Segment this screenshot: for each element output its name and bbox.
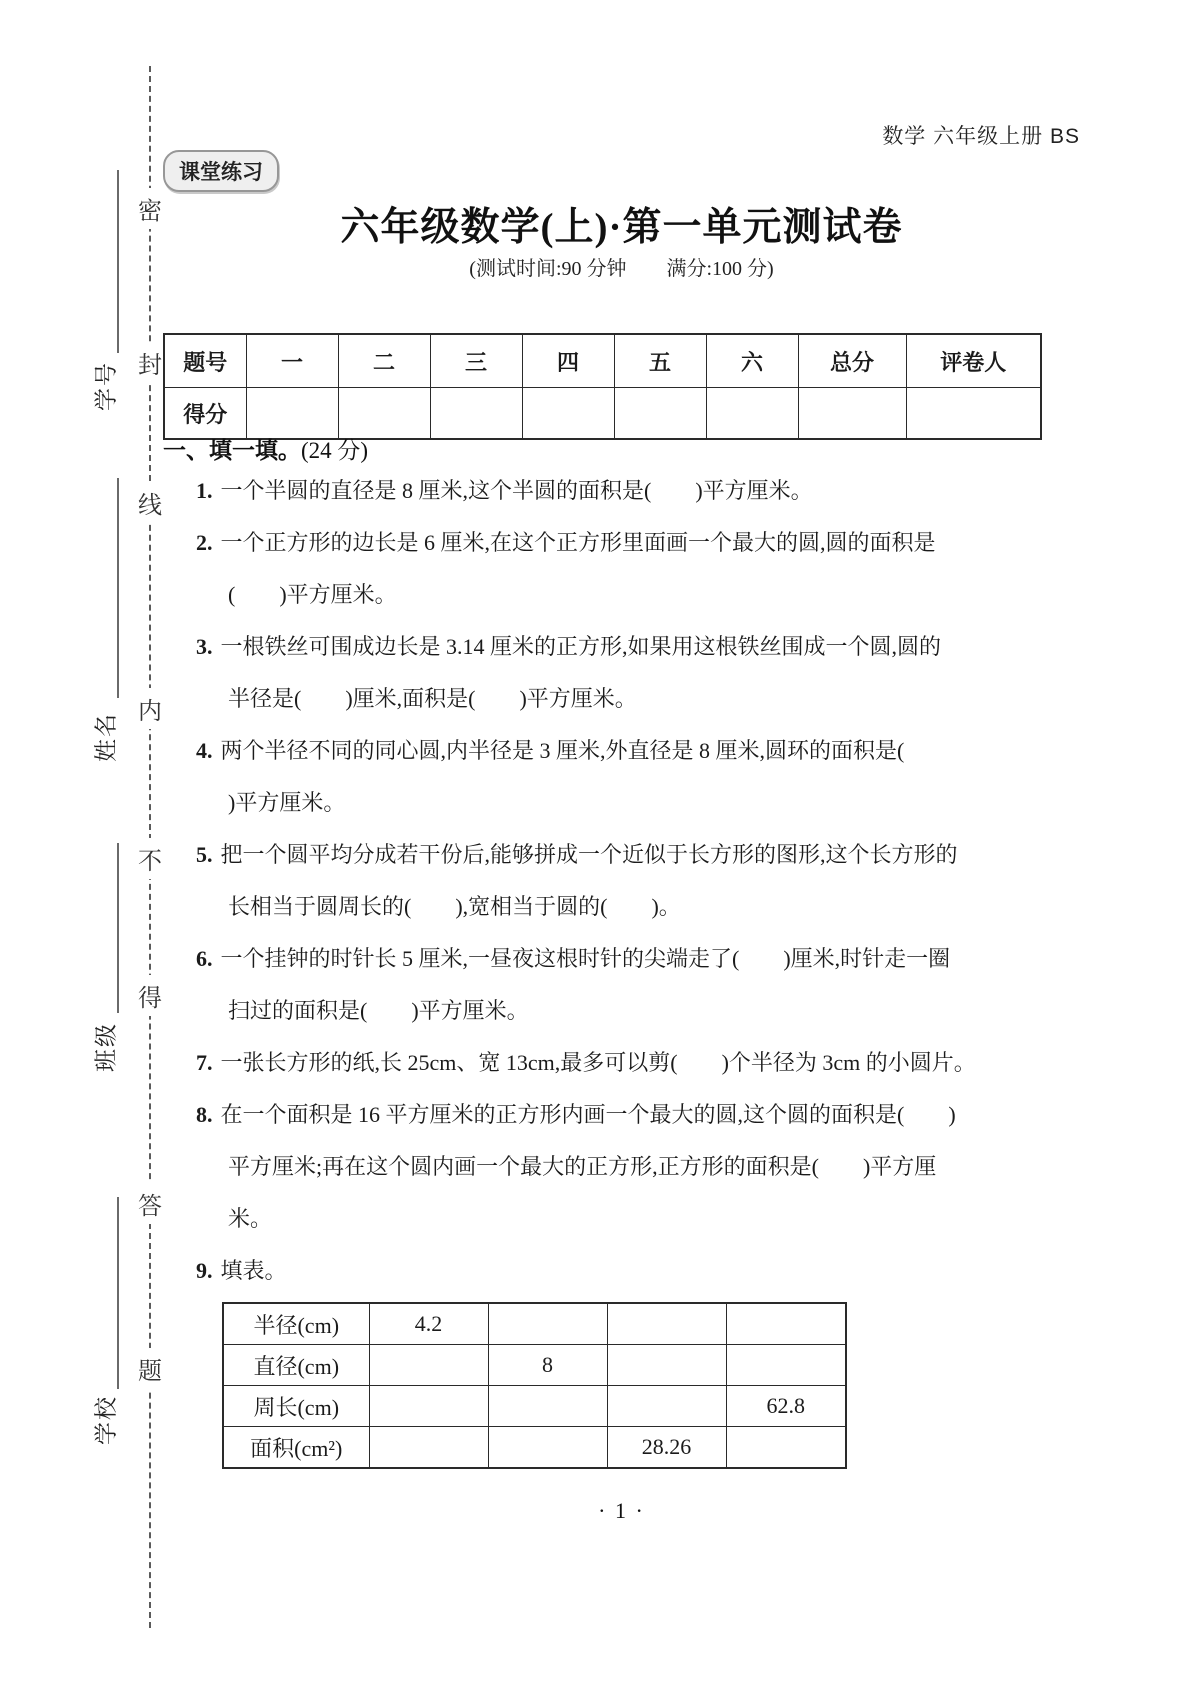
question-text: ( )平方厘米。: [228, 582, 397, 607]
question-text: 一个正方形的边长是 6 厘米,在这个正方形里面画一个最大的圆,圆的面积是: [220, 530, 936, 555]
question-number: 4.: [196, 738, 213, 763]
section-heading-label: 一、填一填。: [163, 437, 301, 463]
score-row-label: 得分: [164, 388, 246, 440]
score-cell: [906, 388, 1041, 440]
section-heading: [163, 432, 368, 465]
score-header-cell: 题号: [164, 334, 246, 388]
area-row: [223, 1427, 846, 1469]
question-text: 一个挂钟的时针长 5 厘米,一昼夜这根时针的尖端走了( )厘米,时针走一圈: [220, 946, 951, 971]
question-text: 填表。: [220, 1258, 287, 1283]
seal-char-de: 得: [137, 975, 163, 1016]
circumference-row: [223, 1386, 846, 1427]
table-cell: [369, 1386, 488, 1427]
table-cell: [488, 1427, 607, 1469]
question-number: 9.: [196, 1258, 213, 1283]
seal-char-feng: 封: [137, 342, 163, 383]
diameter-row: [223, 1345, 846, 1386]
row-label: 面积(cm²): [223, 1427, 369, 1469]
page-number: · 1 ·: [598, 1498, 645, 1523]
table-cell: [726, 1303, 846, 1345]
question-number: 3.: [196, 634, 213, 659]
question-text: 一个半圆的直径是 8 厘米,这个半圆的面积是( )平方厘米。: [220, 478, 813, 503]
table-cell: [488, 1303, 607, 1345]
seal-char-ti: 题: [137, 1348, 163, 1389]
question-7: [196, 1037, 1084, 1089]
seal-char-mi: 密: [137, 188, 163, 229]
school-write-line: [117, 1197, 119, 1389]
student-id-write-line: [117, 170, 119, 353]
student-id-label: 学号: [93, 361, 119, 411]
question-9: [196, 1245, 1084, 1297]
score-cell: [614, 388, 706, 440]
question-list: [196, 465, 1084, 1297]
school-label: 学校: [93, 1395, 119, 1445]
question-number: 5.: [196, 842, 213, 867]
score-header-cell: 六: [706, 334, 798, 388]
score-header-cell: 四: [522, 334, 614, 388]
seal-char-da: 答: [137, 1183, 163, 1224]
table-cell: [369, 1345, 488, 1386]
question-text: 把一个圆平均分成若干份后,能够拼成一个近似于长方形的图形,这个长方形的: [220, 842, 958, 867]
question-number: 1.: [196, 478, 213, 503]
question-number: 6.: [196, 946, 213, 971]
name-label: 姓名: [93, 712, 119, 762]
table-cell: [488, 1386, 607, 1427]
row-label: 半径(cm): [223, 1303, 369, 1345]
score-header-cell: 二: [338, 334, 430, 388]
edition-header: 数学 六年级上册 BS: [882, 125, 1080, 148]
question-text: 两个半径不同的同心圆,内半径是 3 厘米,外直径是 8 厘米,圆环的面积是(: [220, 738, 905, 763]
seal-char-bu: 不: [137, 838, 163, 879]
radius-row: [223, 1303, 846, 1345]
seal-char-xian: 线: [137, 482, 163, 523]
score-header-cell: 总分: [798, 334, 906, 388]
score-cell: [522, 388, 614, 440]
score-cell: [430, 388, 522, 440]
table-cell: [607, 1303, 726, 1345]
question-6: [196, 933, 1084, 1037]
question-8: [196, 1089, 1084, 1245]
score-cell: [798, 388, 906, 440]
table-cell: 28.26: [607, 1427, 726, 1469]
score-header-cell: 五: [614, 334, 706, 388]
question-3: [196, 621, 1084, 725]
score-table: [163, 333, 1042, 440]
table-cell: 62.8: [726, 1386, 846, 1427]
table-cell: [369, 1427, 488, 1469]
score-header-cell: 三: [430, 334, 522, 388]
table-cell: 8: [488, 1345, 607, 1386]
question-4: [196, 725, 1084, 829]
table-cell: [726, 1427, 846, 1469]
question-text: 米。: [228, 1206, 273, 1231]
question-5: [196, 829, 1084, 933]
class-label: 班级: [93, 1022, 119, 1072]
question-text: 在一个面积是 16 平方厘米的正方形内画一个最大的圆,这个圆的面积是( ): [220, 1102, 956, 1127]
score-header-cell: 评卷人: [906, 334, 1041, 388]
table-cell: [607, 1386, 726, 1427]
question-text: 扫过的面积是( )平方厘米。: [228, 998, 529, 1023]
question-text: 一根铁丝可围成边长是 3.14 厘米的正方形,如果用这根铁丝围成一个圆,圆的: [220, 634, 942, 659]
question-text: 半径是( )厘米,面积是( )平方厘米。: [228, 686, 637, 711]
question-text: 一张长方形的纸,长 25cm、宽 13cm,最多可以剪( )个半径为 3cm 的小圆片。: [220, 1050, 976, 1075]
question-number: 7.: [196, 1050, 213, 1075]
fill-in-table: [222, 1302, 847, 1469]
score-cell: [706, 388, 798, 440]
row-label: 直径(cm): [223, 1345, 369, 1386]
practice-badge: 课堂练习: [163, 150, 279, 192]
table-cell: [726, 1345, 846, 1386]
question-2: [196, 517, 1084, 621]
table-cell: 4.2: [369, 1303, 488, 1345]
question-text: 长相当于圆周长的( ),宽相当于圆的( )。: [228, 894, 681, 919]
seal-char-nei: 内: [137, 688, 163, 729]
score-table-header-row: [164, 334, 1041, 388]
question-text: 平方厘米;再在这个圆内画一个最大的正方形,正方形的面积是( )平方厘: [228, 1154, 937, 1179]
table-cell: [607, 1345, 726, 1386]
question-1: [196, 465, 1084, 517]
page-title: 六年级数学(上)·第一单元测试卷: [340, 206, 903, 249]
score-header-cell: 一: [246, 334, 338, 388]
section-heading-points: (24 分): [301, 438, 369, 463]
class-write-line: [117, 843, 119, 1013]
question-number: 8.: [196, 1102, 213, 1127]
question-number: 2.: [196, 530, 213, 555]
question-text: )平方厘米。: [228, 790, 346, 815]
row-label: 周长(cm): [223, 1386, 369, 1427]
name-write-line: [117, 478, 119, 698]
exam-subtitle: (测试时间:90 分钟 满分:100 分): [469, 258, 774, 280]
